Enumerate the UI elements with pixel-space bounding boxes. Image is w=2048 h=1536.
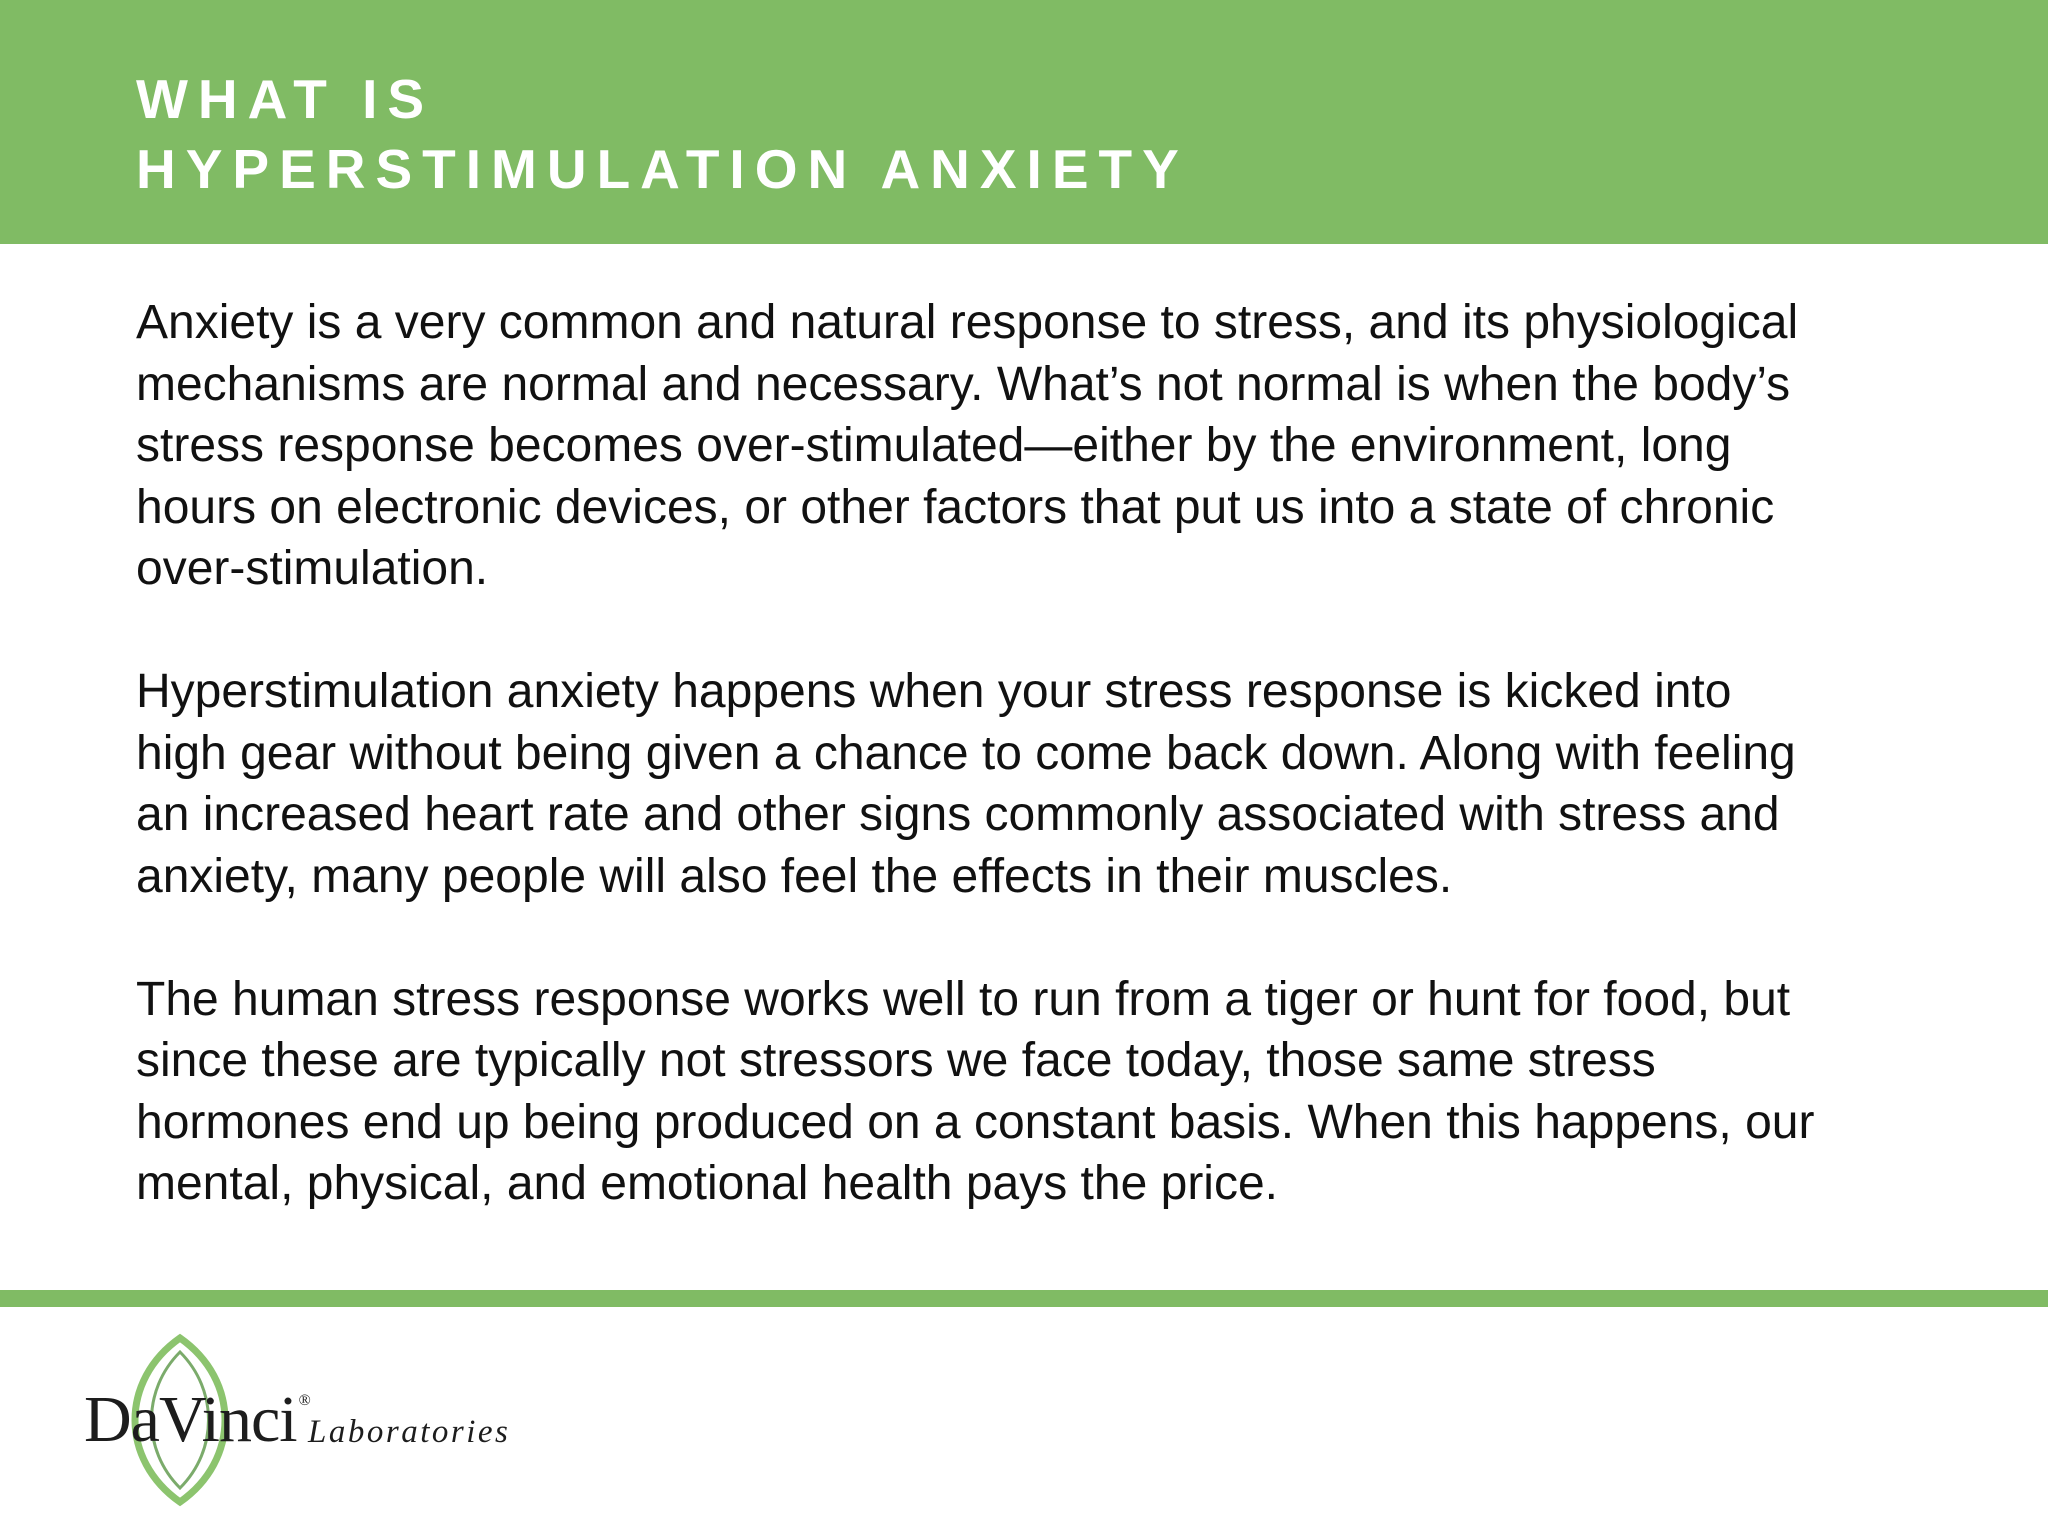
paragraph-3	[136, 969, 1956, 1215]
page-title	[136, 64, 1189, 204]
text-line: Anxiety is a very common and natural response to stress, and its physiological	[136, 296, 1799, 349]
logo-brand	[84, 1382, 310, 1458]
text-line: high gear without being given a chance to come back down. Along with feeling	[136, 726, 1796, 780]
text-line: anxiety, many people will also feel the effects in their muscles.	[136, 849, 1453, 903]
text-line: stress response becomes over-stimulated—either by the environment, long	[136, 419, 1732, 472]
paragraph-2	[136, 661, 1956, 907]
text-line: Hyperstimulation anxiety happens when your stress response is kicked into	[136, 665, 1732, 718]
text-line: an increased heart rate and other signs commonly associated with stress and	[136, 788, 1780, 841]
title-line-2: HYPERSTIMULATION ANXIETY	[136, 138, 1189, 200]
logo-subtitle: Laboratories	[308, 1414, 511, 1450]
title-line-1: WHAT IS	[136, 68, 435, 130]
text-line: mechanisms are normal and necessary. What’s not normal is when the body’s	[136, 357, 1791, 411]
text-line: The human stress response works well to run from a tiger or hunt for food, but	[136, 972, 1791, 1026]
paragraph-1	[136, 292, 1956, 600]
logo-brand-text: DaVinci	[84, 1383, 297, 1456]
text-line: since these are typically not stressors we face today, those same stress	[136, 1034, 1656, 1087]
text-line: mental, physical, and emotional health pays the price.	[136, 1157, 1278, 1210]
davinci-logo	[80, 1330, 540, 1510]
text-line: hormones end up being produced on a constant basis. When this happens, our	[136, 1095, 1815, 1149]
text-line: hours on electronic devices, or other factors that put us into a state of chronic	[136, 480, 1775, 534]
body-text	[136, 292, 1956, 1276]
text-line: over-stimulation.	[136, 542, 489, 595]
footer-divider	[0, 1290, 2048, 1307]
registered-mark: ®	[298, 1392, 310, 1409]
